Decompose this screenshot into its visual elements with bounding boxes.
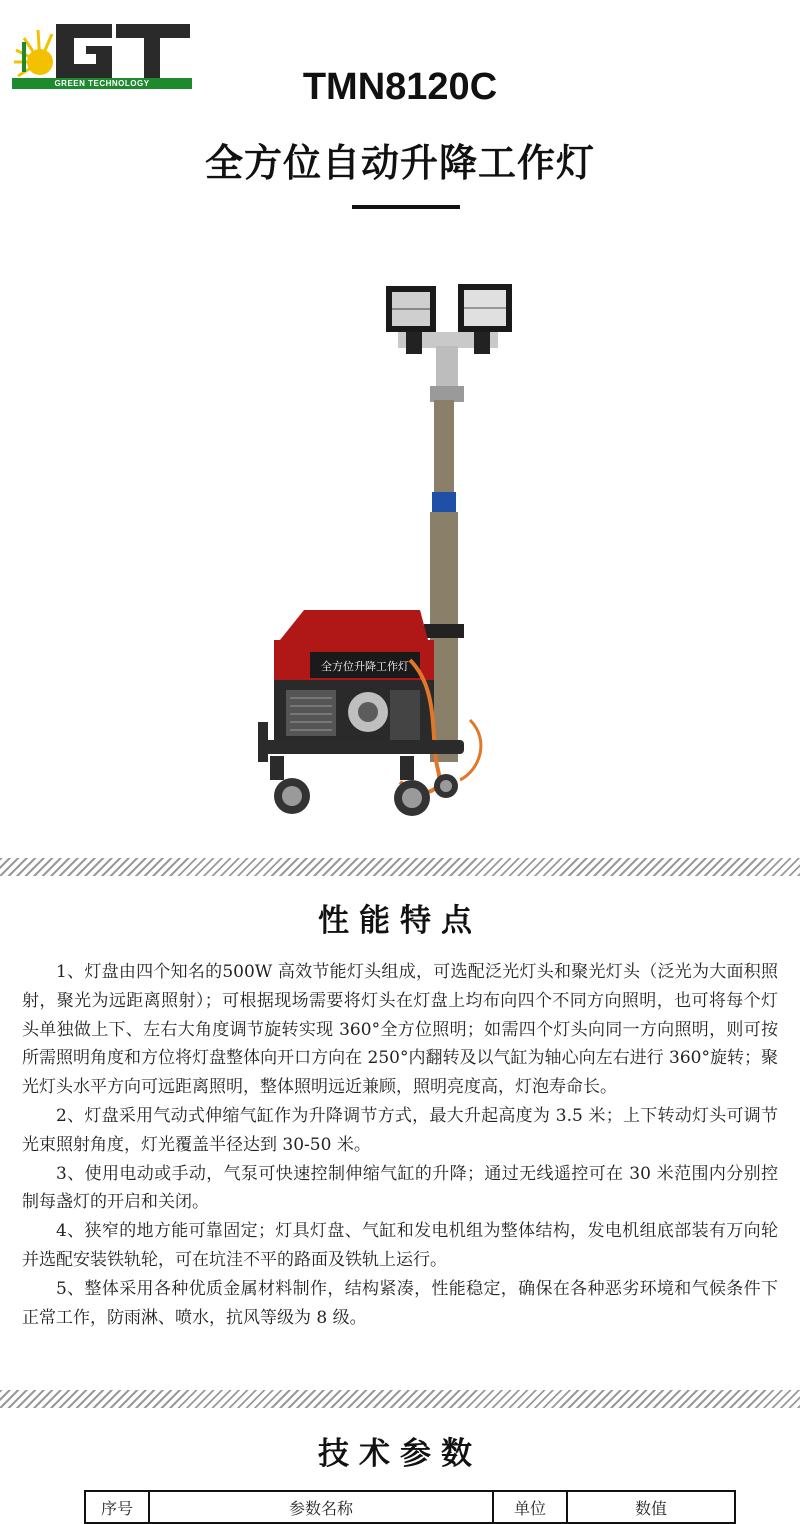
mast xyxy=(434,400,454,500)
generator-label: 全方位升降工作灯 xyxy=(321,660,409,673)
mast-band xyxy=(432,492,456,512)
wheel-mast xyxy=(434,774,458,798)
feature-paragraph: 1、灯盘由四个知名的500W 高效节能灯头组成，可选配泛光灯头和聚光灯头（泛光为大面积照射，聚光为远距离照射）；可根据现场需要将灯头在灯盘上均布向四个不同方向照明，也可将每个灯头单独做上下、左右大角度调节旋转实现 360°全方位照明；如需四个灯头向同一方向照明，则可按所需照明角度和方位将灯盘整体向开口方向在 250°内翻转及以气缸为轴心向左右进行 360°旋转；聚光灯头水平方向可远距离照明，整体照明远近兼顾，照明亮度高，灯泡寿命长。 xyxy=(22,962,778,1098)
features-heading: 性能特点 xyxy=(318,903,482,939)
lamp-head-left xyxy=(386,286,436,332)
title-underline xyxy=(352,205,460,209)
feature-paragraph: 5、整体采用各种优质金属材料制作，结构紧凑，性能稳定，确保在各种恶劣环境和气候条件下正常工作，防雨淋、喷水，抗风等级为 8 级。 xyxy=(22,1278,778,1328)
section-divider xyxy=(0,1390,800,1408)
section-divider xyxy=(0,858,800,876)
wheel-front xyxy=(274,778,310,814)
feature-paragraph: 4、狭窄的地方能可靠固定；灯具灯盘、气缸和发电机组为整体结构，发电机组底部装有万向轮并选配安装铁轨轮，可在坑洼不平的路面及铁轨上运行。 xyxy=(22,1221,778,1270)
generator xyxy=(274,610,434,750)
wheel-rear xyxy=(394,780,430,816)
table-header-cell: 参数名称 xyxy=(149,1491,493,1523)
logo-caption: GREEN TECHNOLOGY xyxy=(12,78,192,89)
table-header-cell: 单位 xyxy=(493,1491,567,1523)
table-header-cell: 序号 xyxy=(85,1491,149,1523)
table-header-cell: 数值 xyxy=(567,1491,735,1523)
page-title: 全方位自动升降工作灯 xyxy=(204,141,595,185)
spec-table xyxy=(84,1490,736,1524)
model-number: TMN8120C xyxy=(302,66,498,108)
lamp-head-right xyxy=(458,284,512,332)
product-image xyxy=(240,270,540,830)
feature-paragraph: 3、使用电动或手动，气泵可快速控制伸缩气缸的升降；通过无线遥控可在 30 米范围内分别控制每盏灯的开启和关闭。 xyxy=(22,1163,778,1213)
params-heading: 技术参数 xyxy=(318,1436,482,1472)
feature-paragraph: 2、灯盘采用气动式伸缩气缸作为升降调节方式，最大升起高度为 3.5 米；上下转动灯头可调节光束照射角度，灯光覆盖半径达到 30-50 米。 xyxy=(22,1105,778,1155)
table-header-row xyxy=(85,1491,735,1523)
features-text xyxy=(22,958,778,1332)
